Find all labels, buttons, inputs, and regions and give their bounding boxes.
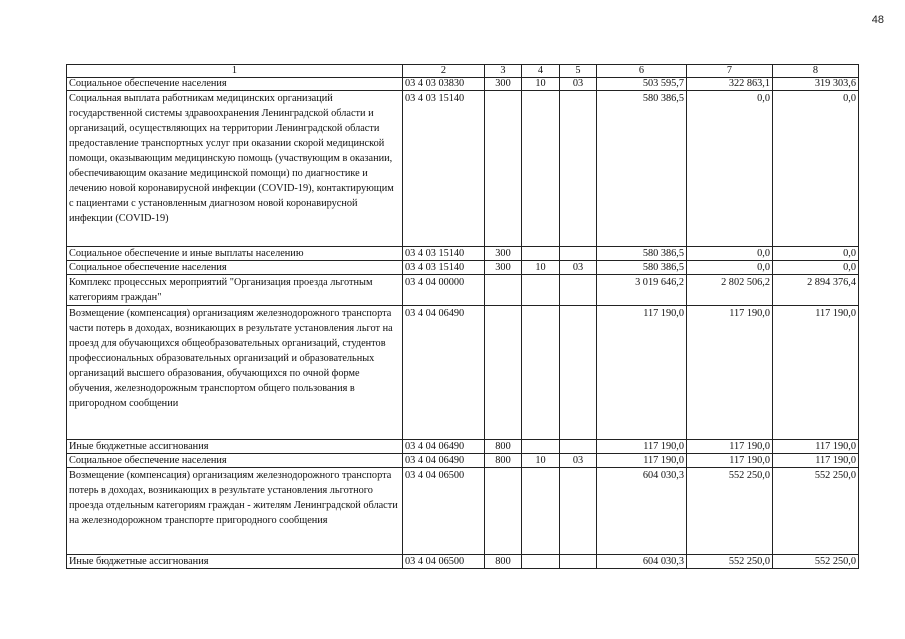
amount-year-2: 0,0 [687,247,773,261]
target-article-code: 03 4 04 06490 [403,440,485,454]
row-name: Возмещение (компенсация) организациям железнодорожного транспорта части потерь в доходах, возникающих в результате установления льгот на проезд для обучающихся общеобразовательных организаций, студентов профессиональных образовательных организаций и образовательных организаций высшего образования, обучающихся по очной форме обучения, железнодорожным транспортом общего пользования в пригородном сообщении [67,306,403,440]
amount-year-1: 604 030,3 [597,468,687,555]
amount-year-1: 580 386,5 [597,247,687,261]
target-article-code: 03 4 04 06490 [403,454,485,468]
subsection-code: 03 [560,261,597,275]
subsection-code [560,440,597,454]
section-code: 10 [522,78,560,91]
amount-year-3: 552 250,0 [773,555,859,569]
amount-year-1: 604 030,3 [597,555,687,569]
column-header: 8 [773,65,859,78]
row-name: Социальное обеспечение населения [67,261,403,275]
row-name: Возмещение (компенсация) организациям железнодорожного транспорта потерь в доходах, возникающих в результате установления льготного проезда отдельным категориям граждан - жителям Ленинградской области на железнодорожном транспорте пригородного сообщения [67,468,403,555]
amount-year-3: 0,0 [773,247,859,261]
table-row [67,468,859,555]
target-article-code: 03 4 03 15140 [403,261,485,275]
amount-year-1: 3 019 646,2 [597,275,687,306]
row-name: Социальная выплата работникам медицинских организаций государственной системы здравоохранения Ленинградской области и организаций, осуществляющих на территории Ленинградской области предоставление транспортных услуг при оказании скорой медицинской помощи, оказывающим медицинскую помощь (участвующим в оказании, обеспечивающим оказание медицинской помощи) по диагностике и лечению новой коронавирусной инфекции (COVID-19), контактирующим с пациентами с установленным диагнозом новой коронавирусной инфекции (COVID-19) [67,91,403,247]
target-article-code: 03 4 03 15140 [403,247,485,261]
amount-year-3: 117 190,0 [773,440,859,454]
expense-type-code: 300 [485,78,522,91]
target-article-code: 03 4 04 06490 [403,306,485,440]
column-header: 3 [485,65,522,78]
amount-year-2: 322 863,1 [687,78,773,91]
expense-type-code: 800 [485,454,522,468]
expense-type-code: 300 [485,261,522,275]
subsection-code [560,306,597,440]
subsection-code [560,247,597,261]
amount-year-2: 117 190,0 [687,454,773,468]
amount-year-3: 0,0 [773,91,859,247]
section-code: 10 [522,454,560,468]
row-name: Социальное обеспечение населения [67,454,403,468]
amount-year-1: 117 190,0 [597,454,687,468]
amount-year-2: 0,0 [687,91,773,247]
table-row [67,555,859,569]
section-code [522,306,560,440]
target-article-code: 03 4 04 06500 [403,555,485,569]
table-row [67,454,859,468]
expense-type-code: 800 [485,440,522,454]
section-code [522,275,560,306]
amount-year-1: 580 386,5 [597,91,687,247]
column-header: 1 [67,65,403,78]
target-article-code: 03 4 04 00000 [403,275,485,306]
amount-year-1: 117 190,0 [597,306,687,440]
subsection-code [560,555,597,569]
column-number-row [67,65,859,78]
amount-year-2: 552 250,0 [687,555,773,569]
table-row [67,275,859,306]
row-name: Социальное обеспечение и иные выплаты населению [67,247,403,261]
row-name: Комплекс процессных мероприятий "Организация проезда льготным категориям граждан" [67,275,403,306]
table-row [67,440,859,454]
table-row [67,261,859,275]
amount-year-3: 117 190,0 [773,306,859,440]
amount-year-3: 319 303,6 [773,78,859,91]
amount-year-1: 580 386,5 [597,261,687,275]
table-row [67,78,859,91]
amount-year-3: 0,0 [773,261,859,275]
expense-type-code [485,468,522,555]
column-header: 6 [597,65,687,78]
table-row [67,306,859,440]
expense-type-code [485,91,522,247]
section-code [522,91,560,247]
target-article-code: 03 4 03 15140 [403,91,485,247]
table-row [67,247,859,261]
amount-year-3: 552 250,0 [773,468,859,555]
target-article-code: 03 4 03 03830 [403,78,485,91]
subsection-code: 03 [560,78,597,91]
section-code [522,555,560,569]
row-name: Социальное обеспечение населения [67,78,403,91]
amount-year-3: 2 894 376,4 [773,275,859,306]
column-header: 5 [560,65,597,78]
amount-year-2: 0,0 [687,261,773,275]
amount-year-2: 552 250,0 [687,468,773,555]
column-header: 2 [403,65,485,78]
amount-year-3: 117 190,0 [773,454,859,468]
expense-type-code [485,275,522,306]
subsection-code [560,275,597,306]
amount-year-1: 503 595,7 [597,78,687,91]
expense-type-code [485,306,522,440]
page-number: 48 [871,14,884,26]
row-name: Иные бюджетные ассигнования [67,440,403,454]
amount-year-2: 2 802 506,2 [687,275,773,306]
amount-year-1: 117 190,0 [597,440,687,454]
amount-year-2: 117 190,0 [687,440,773,454]
subsection-code: 03 [560,454,597,468]
subsection-code [560,468,597,555]
row-name: Иные бюджетные ассигнования [67,555,403,569]
expense-type-code: 800 [485,555,522,569]
section-code [522,247,560,261]
subsection-code [560,91,597,247]
table-row [67,91,859,247]
amount-year-2: 117 190,0 [687,306,773,440]
section-code: 10 [522,261,560,275]
section-code [522,468,560,555]
target-article-code: 03 4 04 06500 [403,468,485,555]
expense-type-code: 300 [485,247,522,261]
section-code [522,440,560,454]
budget-table [66,64,859,569]
column-header: 4 [522,65,560,78]
column-header: 7 [687,65,773,78]
